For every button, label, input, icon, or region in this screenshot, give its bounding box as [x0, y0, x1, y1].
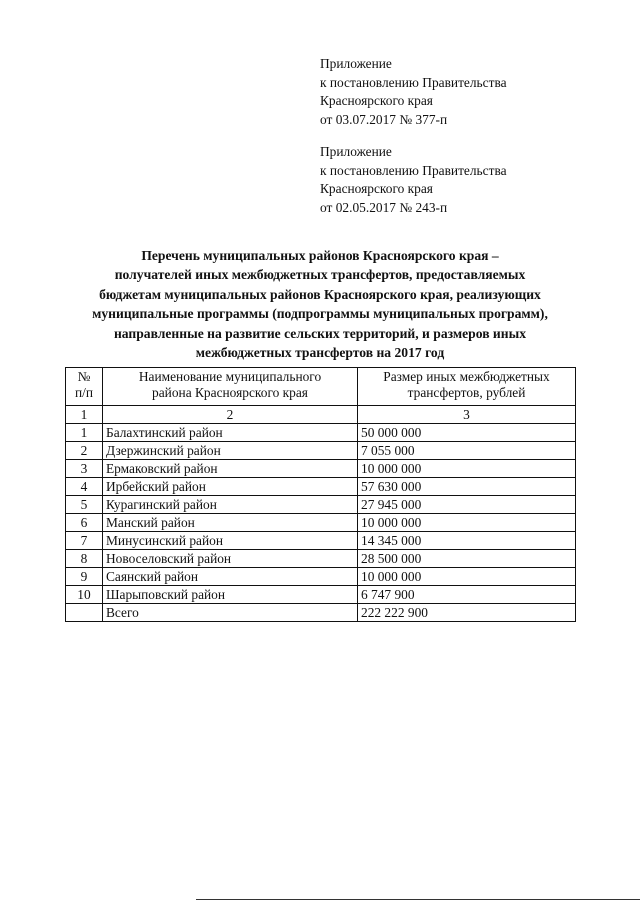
row-number: 8: [66, 550, 103, 568]
table-row: [66, 460, 576, 478]
header-name-line2: района Красноярского края: [152, 384, 308, 400]
header-number: [66, 368, 103, 406]
district-name: Курагинский район: [103, 496, 358, 514]
column-number: 3: [358, 406, 576, 424]
appendix-header-current: [320, 55, 620, 129]
row-number: 3: [66, 460, 103, 478]
table-row: [66, 478, 576, 496]
district-name: Манский район: [103, 514, 358, 532]
table-row: [66, 532, 576, 550]
table-row: [66, 424, 576, 442]
appendix-date-number: от 02.05.2017 № 243-п: [320, 199, 448, 215]
row-number: 2: [66, 442, 103, 460]
appendix-line: Приложение: [320, 144, 392, 159]
header-number-line2: п/п: [74, 384, 94, 400]
header-name-line1: Наименование муниципального: [138, 369, 322, 384]
table-row: [66, 550, 576, 568]
district-name: Балахтинский район: [103, 424, 358, 442]
appendix-line: к постановлению Правительства: [320, 74, 507, 90]
district-name: Минусинский район: [103, 532, 358, 550]
column-numbers-row: [66, 406, 576, 424]
title-line: межбюджетных трансфертов на 2017 год: [195, 345, 445, 361]
title-line: Перечень муниципальных районов Красноярского края –: [141, 248, 499, 263]
total-amount: 222 222 900: [358, 604, 576, 622]
transfer-amount: 50 000 000: [358, 424, 576, 442]
transfers-table: [65, 367, 576, 622]
table-row: [66, 514, 576, 532]
appendix-line: Красноярского края: [320, 93, 433, 108]
page-bottom-rule: [196, 899, 640, 900]
total-label: Всего: [103, 604, 358, 622]
transfer-amount: 6 747 900: [358, 586, 576, 604]
appendix-line: Красноярского края: [320, 181, 433, 196]
district-name: Ермаковский район: [103, 460, 358, 478]
table-header-row: [66, 368, 576, 406]
header-number-line1: №: [77, 369, 91, 384]
district-name: Саянский район: [103, 568, 358, 586]
row-number: 9: [66, 568, 103, 586]
district-name: Ирбейский район: [103, 478, 358, 496]
row-number: 6: [66, 514, 103, 532]
table-row: [66, 442, 576, 460]
appendix-line: Приложение: [320, 56, 392, 71]
district-name: Новоселовский район: [103, 550, 358, 568]
appendix-header-original: [320, 143, 620, 217]
title-line: муниципальные программы (подпрограммы муниципальных программ),: [92, 306, 548, 322]
title-line: получателей иных межбюджетных трансфертов, предоставляемых: [114, 267, 526, 283]
district-name: Дзержинский район: [103, 442, 358, 460]
table-row: [66, 496, 576, 514]
transfer-amount: 10 000 000: [358, 514, 576, 532]
document-title: [40, 246, 600, 362]
row-number: 1: [66, 424, 103, 442]
table-row: [66, 586, 576, 604]
row-number: 10: [66, 586, 103, 604]
row-number: 4: [66, 478, 103, 496]
transfer-amount: 7 055 000: [358, 442, 576, 460]
transfer-amount: 10 000 000: [358, 460, 576, 478]
transfer-amount: 14 345 000: [358, 532, 576, 550]
title-line: направленные на развитие сельских территорий, и размеров иных: [113, 325, 527, 341]
title-line: бюджетам муниципальных районов Красноярского края, реализующих: [99, 286, 541, 302]
total-number-cell: [66, 604, 103, 622]
district-name: Шарыповский район: [103, 586, 358, 604]
table-total-row: [66, 604, 576, 622]
header-district-name: [103, 368, 358, 406]
header-amount-line2: трансфертов, рублей: [407, 384, 526, 400]
appendix-line: к постановлению Правительства: [320, 162, 507, 178]
transfer-amount: 57 630 000: [358, 478, 576, 496]
column-number: 1: [66, 406, 103, 424]
header-transfer-amount: [358, 368, 576, 406]
header-amount-line1: Размер иных межбюджетных: [383, 369, 550, 384]
appendix-date-number: от 03.07.2017 № 377-п: [320, 111, 448, 127]
table-row: [66, 568, 576, 586]
transfer-amount: 27 945 000: [358, 496, 576, 514]
transfer-amount: 28 500 000: [358, 550, 576, 568]
column-number: 2: [103, 406, 358, 424]
row-number: 7: [66, 532, 103, 550]
transfer-amount: 10 000 000: [358, 568, 576, 586]
row-number: 5: [66, 496, 103, 514]
